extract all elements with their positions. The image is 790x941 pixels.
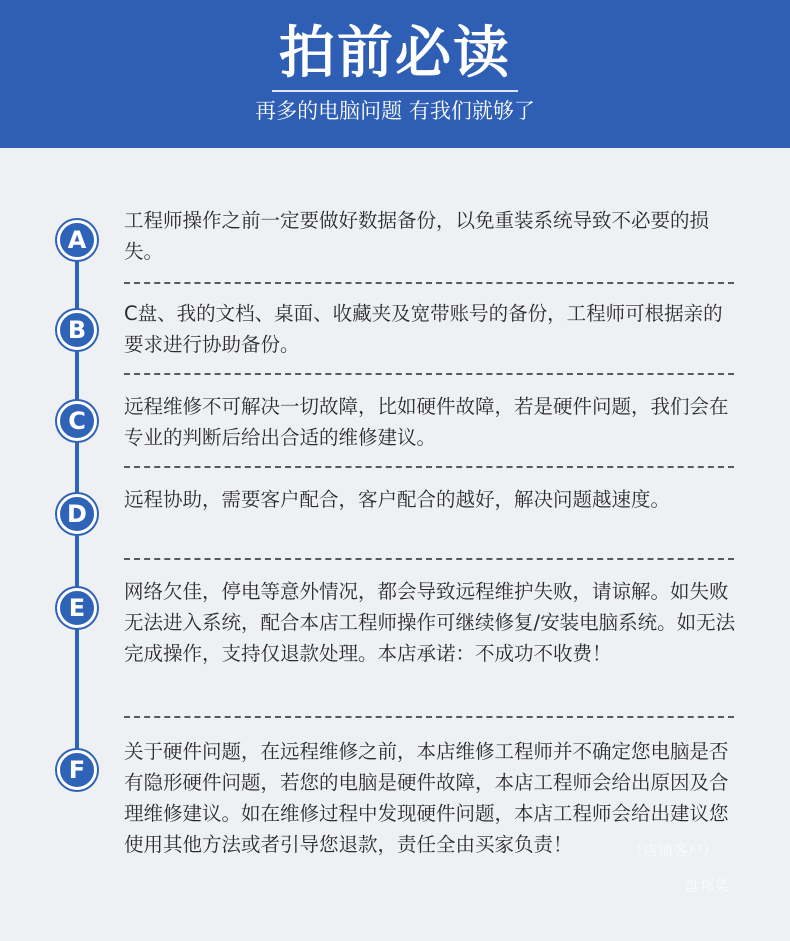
marker-d (57, 494, 97, 534)
page-subtitle: 再多的电脑问题 有我们就够了 (255, 99, 535, 123)
item-d-text: 远程协助，需要客户配合，客户配合的越好，解决问题越速度。 (124, 488, 671, 511)
item-a-text: 工程师操作之前一定要做好数据备份，以免重装系统导致不必要的损失。 (124, 209, 710, 263)
item-b-text: C盘、我的文档、桌面、收藏夹及宽带账号的备份，工程师可根据亲的要求进行协助备份。 (124, 302, 723, 356)
header-banner (0, 0, 790, 148)
title-divider (272, 90, 518, 92)
page-title: 拍前必读 (279, 21, 511, 86)
item-f-text: 关于硬件问题，在远程维修之前，本店维修工程师并不确定您电脑是否有隐形硬件问题，若您的电脑是硬件故障，本店工程师会给出原因及合理维修建议。如在维修过程中发现硬件问题，本店工程师会给出建议您使用其他方法或者引导您退款，责任全由买家负责！ (124, 740, 729, 856)
marker-c-letter: C (68, 407, 86, 435)
separator (124, 558, 734, 560)
marker-a-letter: A (67, 226, 87, 254)
watermark-line-2: 盘邦菜 (684, 877, 730, 895)
marker-e-letter: E (68, 594, 86, 622)
marker-a (57, 220, 97, 260)
item-e-text: 网络欠佳，停电等意外情况，都会导致远程维护失败，请谅解。如失败无法进入系统，配合本店工程师操作可继续修复/安装电脑系统。如无法完成操作，支持仅退款处理。本店承诺：不成功不收费！ (124, 580, 736, 665)
marker-f-letter: F (68, 756, 86, 784)
marker-c (57, 401, 97, 441)
separator (124, 373, 734, 375)
marker-d-letter: D (67, 500, 87, 528)
separator (124, 716, 734, 718)
marker-b-letter: B (67, 316, 87, 344)
item-c-text: 远程维修不可解决一切故障，比如硬件故障，若是硬件问题，我们会在专业的判断后给出合适的维修建议。 (124, 395, 729, 449)
marker-b (57, 310, 97, 350)
separator (124, 282, 734, 284)
marker-f (57, 750, 97, 790)
marker-e (57, 588, 97, 628)
watermark-line-1: （店铺客户） (628, 841, 719, 859)
separator (124, 466, 734, 468)
